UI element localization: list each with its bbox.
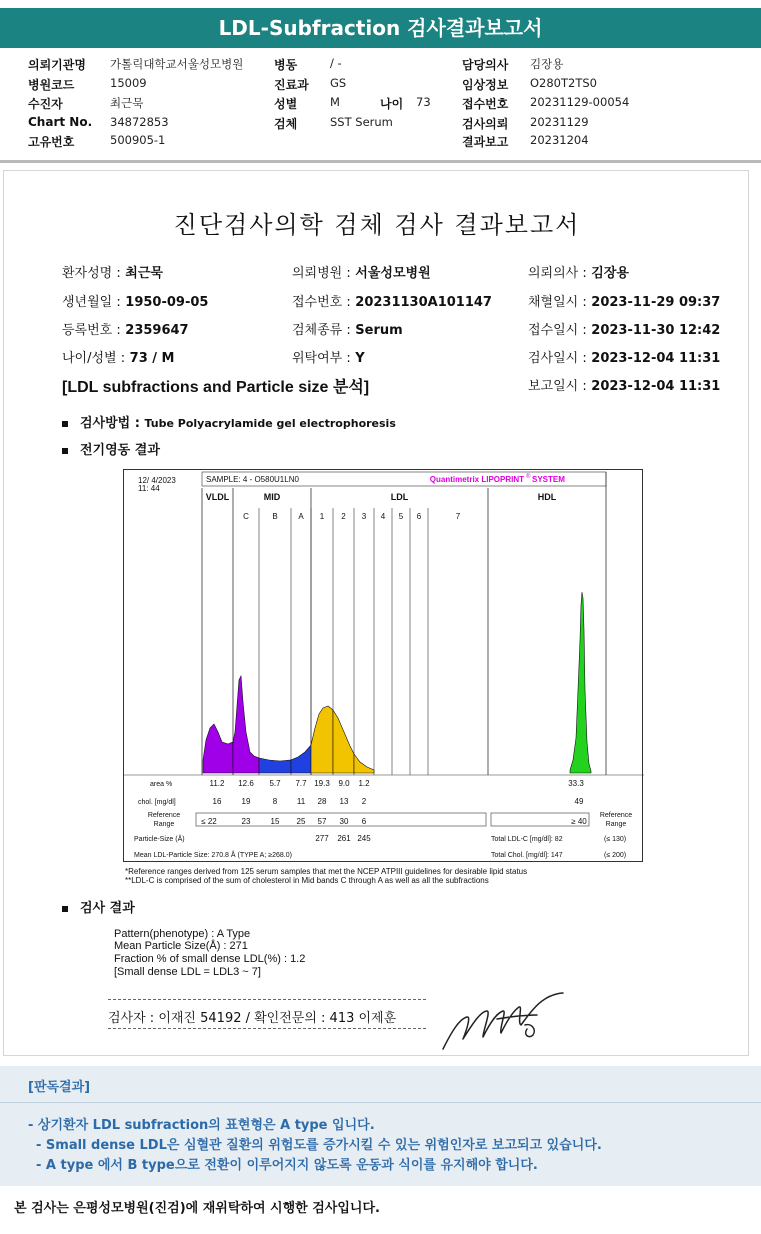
- mid-b-peak: [259, 758, 291, 773]
- hdl-chol-value: 49: [574, 797, 584, 806]
- interpretation-title: [판독결과]: [28, 1080, 91, 1095]
- header-value: 가톨릭대학교서울성모병원: [110, 57, 244, 71]
- header-label: 담당의사: [462, 58, 509, 72]
- header-label: 나이: [380, 97, 404, 111]
- reference-value: 30: [339, 817, 349, 826]
- header-label: 접수번호: [462, 97, 509, 111]
- header-row: [0, 95, 761, 114]
- field-value: 2023-12-04 11:31: [591, 379, 721, 394]
- header-row: [0, 133, 761, 152]
- area-value: 7.7: [295, 779, 307, 788]
- row-label-area: area %: [150, 781, 173, 788]
- field-value: 1950-09-05: [125, 295, 209, 310]
- hdl-reference-value: ≥ 40: [571, 817, 587, 826]
- field-label: 생년월일 :: [62, 295, 121, 310]
- area-value: 12.6: [238, 779, 254, 788]
- chart-sample-label: SAMPLE: 4 - O580U1LN0: [206, 475, 299, 484]
- reference-value: 57: [317, 817, 327, 826]
- header-label: 임상정보: [462, 78, 509, 92]
- particle-size-value: 261: [337, 834, 351, 843]
- bullet-icon: [62, 906, 68, 912]
- total-chol: Total Chol. [mg/dl]: 147: [491, 852, 563, 859]
- field-label: 위탁여부 :: [292, 351, 351, 366]
- field-value: 최근묵: [125, 266, 163, 281]
- band-label: B: [272, 512, 278, 521]
- signature-icon: [437, 989, 567, 1059]
- region-label-hdl: HDL: [537, 492, 557, 502]
- field-value: 2359647: [125, 323, 189, 338]
- row-label-chol: chol. [mg/dl]: [138, 799, 176, 806]
- header-value: 20231129-00054: [530, 95, 630, 109]
- field-value: Y: [355, 351, 365, 366]
- particle-size-value: 277: [315, 834, 329, 843]
- row-label-reference: Reference: [147, 812, 181, 819]
- result-line: Pattern(phenotype) : A Type: [114, 928, 251, 940]
- interpretation-line: - A type 에서 B type으로 전환이 이루어지지 않도록 운동과 식이를 유지해야 합니다.: [36, 1158, 538, 1173]
- header-divider: [0, 160, 761, 163]
- header-value: GS: [330, 76, 347, 90]
- header-label: 결과보고: [462, 135, 509, 149]
- band-label: 1: [319, 512, 325, 521]
- header-value: 20231204: [530, 133, 589, 147]
- field-value: 서울성모병원: [355, 266, 431, 281]
- result-line: [Small dense LDL = LDL3 ~ 7]: [114, 966, 261, 978]
- signoff-divider: [108, 1028, 426, 1029]
- band-label: A: [298, 512, 304, 521]
- report-title: 진단검사의학 검체 검사 결과보고서: [173, 211, 581, 239]
- field-label: 의뢰의사 :: [528, 266, 587, 281]
- chart-registered-mark: ®: [526, 474, 531, 480]
- reported-time: [528, 375, 720, 394]
- footnote-ldl-c: **LDL-C is comprised of the sum of cholesterol in Mid bands C through A as well as all the subfractions: [125, 876, 489, 885]
- report-document: [3, 170, 749, 1056]
- header-label: 성별: [274, 97, 298, 111]
- reference-value: 25: [296, 817, 306, 826]
- region-label-ldl: LDL: [390, 492, 409, 502]
- interpretation-panel: [0, 1066, 761, 1186]
- reference-value: ≤ 22: [201, 817, 217, 826]
- header-label: 검사의뢰: [462, 117, 509, 131]
- area-value: 1.2: [358, 779, 370, 788]
- region-label-mid: MID: [263, 492, 281, 502]
- mean-particle-size: Mean LDL-Particle Size: 270.8 Å (TYPE A; ≥268.0): [134, 852, 292, 859]
- hdl-row-label-range: Range: [605, 821, 627, 828]
- header-value: 최근묵: [110, 96, 144, 110]
- mid-c-peak: [233, 676, 259, 773]
- field-label: 채혈일시 :: [528, 295, 587, 310]
- bullet-icon: [62, 421, 68, 427]
- electrophoresis-item: [62, 439, 160, 458]
- tested-time: [528, 347, 720, 366]
- band-label: 4: [380, 512, 386, 521]
- lipoprint-chart-svg: [124, 470, 644, 863]
- lipoprint-chart: [123, 469, 643, 862]
- interpretation-line: - 상기환자 LDL subfraction의 표현형은 A type 입니다.: [28, 1118, 375, 1133]
- electrophoresis-label: 전기영동 결과: [80, 443, 160, 458]
- field-value: 2023-11-30 12:42: [591, 323, 721, 338]
- outsource-footer: 본 검사는 은평성모병원(진검)에 재위탁하여 시행한 검사입니다.: [14, 1201, 380, 1216]
- header-value: SST Serum: [330, 115, 393, 129]
- signoff-divider: [108, 999, 426, 1000]
- chol-value: 19: [241, 797, 251, 806]
- header-value: 500905-1: [110, 133, 166, 147]
- field-value: 2023-12-04 11:31: [591, 351, 721, 366]
- field-value: 73 / M: [129, 351, 175, 366]
- field-value: 20231130A101147: [355, 295, 492, 310]
- method-value: Tube Polyacrylamide gel electrophoresis: [144, 417, 396, 430]
- field-label: 나이/성별 :: [62, 351, 126, 366]
- area-value: 11.2: [209, 779, 225, 788]
- specimen-type: [292, 319, 403, 338]
- field-label: 검사일시 :: [528, 351, 587, 366]
- vldl-peak: [203, 724, 233, 773]
- band-label: 3: [361, 512, 367, 521]
- reference-value: 6: [361, 817, 367, 826]
- area-value: 9.0: [338, 779, 350, 788]
- area-value: 19.3: [314, 779, 330, 788]
- header-value: M: [330, 95, 340, 109]
- hdl-area-value: 33.3: [568, 779, 584, 788]
- area-value: 5.7: [269, 779, 281, 788]
- analysis-section-heading: [LDL subfractions and Particle size 분석]: [62, 379, 370, 396]
- band-label: 6: [416, 512, 422, 521]
- accession-number: [292, 291, 492, 310]
- result-line: Fraction % of small dense LDL(%) : 1.2: [114, 953, 306, 965]
- collected-time: [528, 291, 720, 310]
- field-value: 김장용: [591, 266, 629, 281]
- field-label: 접수번호 :: [292, 295, 351, 310]
- header-value: / -: [330, 56, 342, 70]
- reference-value: 23: [241, 817, 251, 826]
- bullet-icon: [62, 448, 68, 454]
- chart-system-label: Quantimetrix LIPOPRINT: [429, 475, 524, 484]
- header-value: 김장용: [530, 57, 564, 71]
- header-value: 34872853: [110, 115, 169, 129]
- field-label: 접수일시 :: [528, 323, 587, 338]
- hdl-row-label-reference: Reference: [599, 812, 633, 819]
- field-label: 등록번호 :: [62, 323, 121, 338]
- age-sex: [62, 347, 174, 366]
- row-label-range: Range: [153, 821, 175, 828]
- band-label: C: [243, 512, 249, 521]
- header-label: 검체: [274, 117, 298, 131]
- chol-value: 16: [212, 797, 222, 806]
- header-row: [0, 115, 761, 134]
- hdl-peak: [570, 592, 591, 773]
- date-of-birth: [62, 291, 208, 310]
- header-value: 73: [416, 95, 431, 109]
- reference-value: 15: [270, 817, 280, 826]
- ldl1-peak: [311, 706, 333, 773]
- interpretation-line: - Small dense LDL은 심혈관 질환의 위험도를 증가시킬 수 있는 위험인자로 보고되고 있습니다.: [36, 1138, 602, 1153]
- patient-name: [62, 262, 163, 281]
- particle-size-value: 245: [357, 834, 371, 843]
- field-label: 보고일시 :: [528, 379, 587, 394]
- outsourced-flag: [292, 347, 365, 366]
- header-value: O280T2TS0: [530, 76, 597, 90]
- chol-value: 11: [296, 797, 306, 806]
- band-label: 7: [455, 512, 461, 521]
- report-title-bar: LDL-Subfraction 검사결과보고서: [0, 8, 761, 48]
- header-label: 병동: [274, 58, 298, 72]
- chol-value: 28: [317, 797, 327, 806]
- header-value: 15009: [110, 76, 147, 90]
- method-item: [62, 412, 396, 431]
- header-label: 수진자: [28, 97, 63, 111]
- registration-number: [62, 319, 189, 338]
- header-label: 의뢰기관명: [28, 58, 86, 72]
- field-value: 2023-11-29 09:37: [591, 295, 721, 310]
- total-chol-ref: (≤ 200): [604, 852, 627, 859]
- field-label: 의뢰병원 :: [292, 266, 351, 281]
- interpretation-divider: [0, 1102, 761, 1103]
- header-value: 20231129: [530, 115, 589, 129]
- row-label-particle-size: Particle-Size (Å): [134, 836, 185, 843]
- chart-system-suffix: SYSTEM: [532, 475, 565, 484]
- method-label: 검사방법 :: [80, 416, 140, 431]
- field-value: Serum: [355, 323, 403, 338]
- region-label-vldl: VLDL: [205, 492, 230, 502]
- chart-date-label: 12/ 4/2023: [138, 476, 176, 485]
- footnote-reference: *Reference ranges derived from 125 serum samples that met the NCEP ATPIII guidelines for desirable lipid status: [125, 867, 528, 876]
- signoff-line: 검사자 : 이재진 54192 / 확인전문의 : 413 이제훈: [108, 1011, 397, 1026]
- requesting-hospital: [292, 262, 431, 281]
- chol-value: 8: [272, 797, 278, 806]
- chart-time-label: 11: 44: [138, 484, 160, 493]
- result-line: Mean Particle Size(Å) : 271: [114, 940, 248, 952]
- band-label: 5: [398, 512, 404, 521]
- header-label: 고유번호: [28, 135, 75, 149]
- requesting-doctor: [528, 262, 629, 281]
- chol-value: 13: [339, 797, 349, 806]
- total-ldl-c-ref: (≤ 130): [604, 836, 627, 843]
- header-row: [0, 76, 761, 95]
- result-item: [62, 897, 135, 916]
- field-label: 검체종류 :: [292, 323, 351, 338]
- header-label: 진료과: [274, 78, 309, 92]
- ldl2-peak: [333, 710, 354, 773]
- chol-value: 2: [361, 797, 367, 806]
- field-label: 환자성명 :: [62, 266, 121, 281]
- header-row: [0, 56, 761, 75]
- total-ldl-c: Total LDL-C [mg/dl]: 82: [491, 836, 563, 843]
- signature-stroke: [443, 993, 563, 1049]
- mid-a-peak: [291, 745, 311, 773]
- received-time: [528, 319, 720, 338]
- ldl3-peak: [354, 754, 374, 773]
- header-label: Chart No.: [28, 115, 93, 129]
- result-label: 검사 결과: [80, 901, 135, 916]
- header-label: 병원코드: [28, 78, 75, 92]
- band-label: 2: [341, 512, 346, 521]
